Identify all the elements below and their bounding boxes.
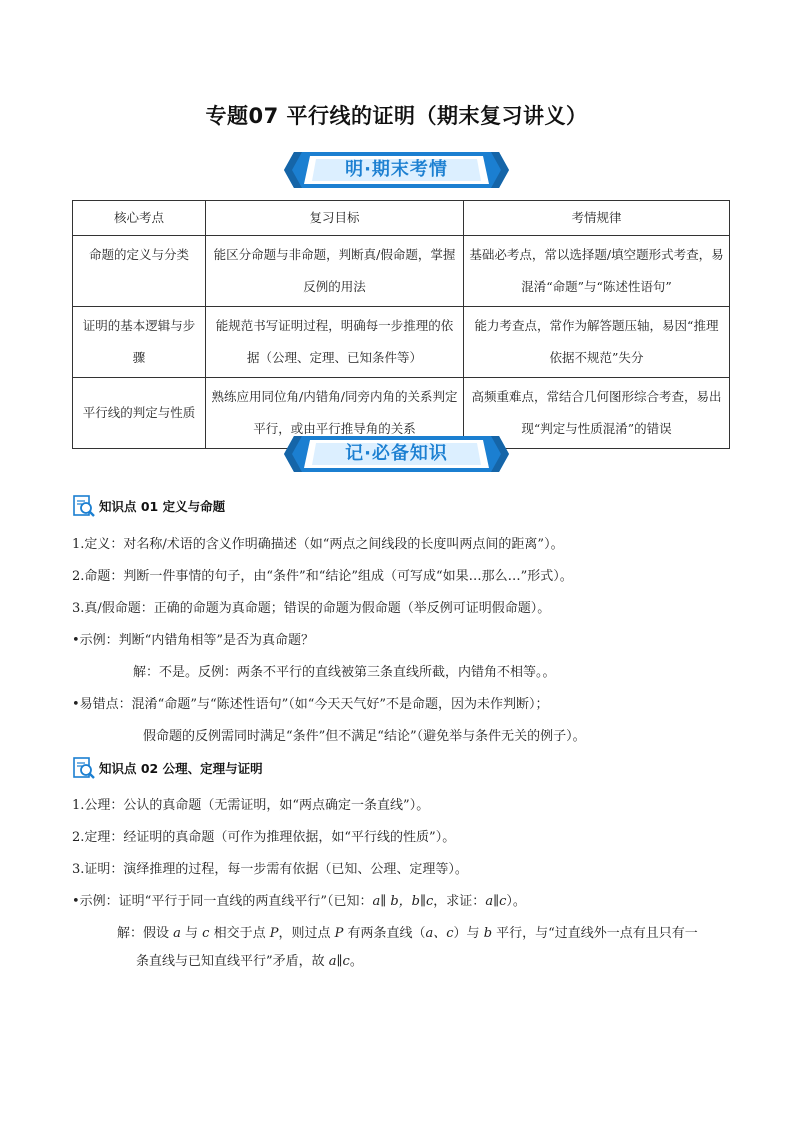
variable: P: [269, 926, 279, 941]
variable: b: [483, 926, 493, 941]
example-suffix: ）。: [506, 894, 526, 909]
pitfall-continued-line: 假命题的反例需同时满足“条件”但不满足“结论”（避免举与条件无关的例子）。: [143, 729, 586, 744]
proof-example-line: [72, 890, 526, 909]
table-cell: 能规范书写证明过程，明确每一步推理的依据（公理、定理、已知条件等）: [206, 307, 464, 378]
solution-text: 相交于点: [209, 926, 270, 941]
variable: P: [334, 926, 344, 941]
solution-text: 有两条直线（: [343, 926, 426, 941]
solution-text: ）与: [453, 926, 484, 941]
axiom-line: 1.公理：公认的真命题（无需证明，如“两点确定一条直线”）。: [72, 798, 430, 813]
example-prefix: •示例：证明“平行于同一直线的两直线平行”（已知：: [72, 894, 373, 909]
table-cell: 平行线的判定与性质: [73, 378, 206, 449]
definition-line: 1.定义：对名称/术语的含义作明确描述（如“两点之间线段的长度叫两点间的距离”）。: [72, 537, 564, 552]
to-prove-expression: a∥c: [485, 894, 507, 909]
section-banner-knowledge: [284, 432, 509, 476]
table-header-cell: 复习目标: [206, 201, 464, 236]
example-middle: ，求证：: [433, 894, 486, 909]
variable: a: [173, 926, 181, 941]
table-row: [73, 236, 730, 307]
table-cell: 能力考查点，常作为解答题压轴，易因“推理依据不规范”失分: [464, 307, 730, 378]
proof-solution-line: [117, 922, 698, 941]
section-banner-exam: [284, 148, 509, 192]
true-false-line: 3.真/假命题：正确的命题为真命题；错误的命题为假命题（举反例可证明假命题）。: [72, 601, 551, 616]
solution-line: 解：不是。反例：两条不平行的直线被第三条直线所截，内错角不相等。。: [133, 665, 556, 680]
variable: a、c: [425, 926, 454, 941]
solution-text: 条直线与已知直线平行”矛盾，故: [136, 954, 329, 969]
solution-text: 与: [180, 926, 203, 941]
variable: a∥c: [328, 954, 350, 969]
solution-text: 平行，与“过直线外一点有且只有一: [492, 926, 698, 941]
knowledge-point-label: 知识点 01 定义与命题: [99, 499, 226, 514]
solution-text: 。: [349, 954, 363, 969]
table-cell: 熟练应用同位角/内错角/同旁内角的关系判定平行，或由平行推导角的关系: [206, 378, 464, 449]
table-cell: 能区分命题与非命题，判断真/假命题，掌握反例的用法: [206, 236, 464, 307]
table-header-cell: 考情规律: [464, 201, 730, 236]
banner-title: 记·必备知识: [345, 443, 448, 464]
table-cell: 基础必考点，常以选择题/填空题形式考查，易混淆“命题”与“陈述性语句”: [464, 236, 730, 307]
proposition-line: 2.命题：判断一件事情的句子，由“条件”和“结论”组成（可写成“如果…那么…”形式）。: [72, 569, 573, 584]
knowledge-point-label: 知识点 02 公理、定理与证明: [99, 761, 263, 776]
solution-text: 解：假设: [117, 926, 174, 941]
solution-text: ，则过点: [278, 926, 335, 941]
theorem-line: 2.定理：经证明的真命题（可作为推理依据，如“平行线的性质”）。: [72, 830, 456, 845]
table-row: [73, 307, 730, 378]
example-line: •示例：判断“内错角相等”是否为真命题？: [72, 633, 314, 648]
table-cell: 证明的基本逻辑与步骤: [73, 307, 206, 378]
magnifier-document-icon: [72, 494, 96, 518]
given-expression: a∥ b，b∥c: [372, 894, 434, 909]
table-header-cell: 核心考点: [73, 201, 206, 236]
pitfall-line: •易错点：混淆“命题”与“陈述性语句”（如“今天天气好”不是命题，因为未作判断）；: [72, 697, 549, 712]
magnifier-document-icon: [72, 756, 96, 780]
table-cell: 高频重难点，常结合几何图形综合考查，易出现“判定与性质混淆”的错误: [464, 378, 730, 449]
proof-line: 3.证明：演绎推理的过程，每一步需有依据（已知、公理、定理等）。: [72, 862, 468, 877]
table-cell: 命题的定义与分类: [73, 236, 206, 307]
exam-overview-table: [72, 200, 730, 449]
variable: c: [202, 926, 210, 941]
page-title: 专题07 平行线的证明（期末复习讲义）: [205, 104, 588, 128]
proof-solution-continued-line: [136, 950, 363, 969]
table-header-row: [73, 201, 730, 236]
banner-title: 明·期末考情: [345, 159, 448, 180]
